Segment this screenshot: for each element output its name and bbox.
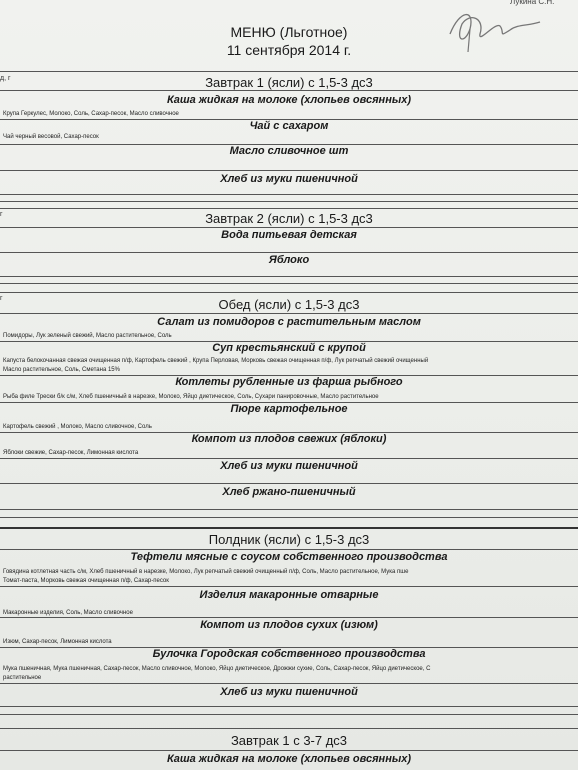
dish-ingredients: Капуста белокочанная свежая очищенная п/ф, Картофель свежий , Крупа Перловая, Морковь свежая очищенная п/ф, Лук репчатый свежий очищенный (3, 358, 429, 364)
dish-ingredients: Макаронные изделия, Соль, Масло сливочное (3, 610, 133, 616)
dish-ingredients: Масло растительное, Соль, Сметана 15% (3, 367, 120, 373)
dish-name: Булочка Городская собственного производства (152, 648, 426, 660)
dish-name: Компот из плодов сухих (изюм) (200, 619, 378, 631)
dish-name: Тефтели мясные с соусом собственного производства (130, 551, 448, 563)
dish-name: Изделия макаронные отварные (199, 589, 379, 601)
dish-name: Пюре картофельное (230, 403, 348, 415)
section-caption: Завтрак 1 (ясли) с 1,5-3 дс3 (205, 75, 373, 90)
dish-ingredients: Томат-паста, Морковь свежая очищенная п/ф, Сахар-песок (3, 578, 169, 584)
dish-name: Суп крестьянский с крупой (212, 342, 366, 354)
dish-name: Хлеб из муки пшеничной (220, 686, 358, 698)
dish-ingredients: Мука пшеничная, Мука пшеничная, Сахар-песок, Масло сливочное, Молоко, Яйцо диетическое, Дрожжи сухие, Соль, Сахар-песок, Яйцо диетическое, С (3, 666, 431, 672)
dish-name: Котлеты рубленные из фарша рыбного (175, 376, 403, 388)
dish-ingredients: Говядина котлетная часть с/м, Хлеб пшеничный в нарезке, Молоко, Лук репчатый свежий очищенный п/ф, Соль, Масло растительное, Мука пше (3, 569, 409, 575)
dish-ingredients: растительное (3, 675, 42, 681)
dish-ingredients: Крупа Геркулес, Молоко, Соль, Сахар-песок, Масло сливочное (3, 111, 179, 117)
dish-ingredients: Картофель свежий , Молоко, Масло сливочное, Соль (3, 424, 152, 430)
edge-label: г (0, 211, 3, 218)
dish-name: Чай с сахаром (249, 120, 329, 132)
dish-ingredients: Яблоки свежие, Сахар-песок, Лимонная кислота (3, 450, 139, 456)
dish-name: Хлеб ржано-пшеничный (222, 486, 356, 498)
edge-label: г (0, 295, 3, 302)
section-caption: Завтрак 1 с 3-7 дс3 (230, 733, 348, 748)
dish-ingredients: Рыба филе Трески б/к с/м, Хлеб пшеничный в нарезке, Молоко, Яйцо диетическое, Соль, Сухари панировочные, Масло растительное (3, 394, 379, 400)
section-caption: Завтрак 2 (ясли) с 1,5-3 дс3 (205, 211, 373, 226)
dish-ingredients: Изюм, Сахар-песок, Лимонная кислота (3, 639, 112, 645)
section-caption: Полдник (ясли) с 1,5-3 дс3 (208, 532, 370, 547)
dish-ingredients: Чай черный весовой, Сахар-песок (3, 134, 99, 140)
dish-name: Компот из плодов свежих (яблоки) (191, 433, 387, 445)
section-caption: Обед (ясли) с 1,5-3 дс3 (218, 297, 360, 312)
edge-label: д, г (0, 75, 11, 82)
dish-name: Хлеб из муки пшеничной (220, 173, 358, 185)
dish-name: Каша жидкая на молоке (хлопьев овсянных) (166, 753, 412, 765)
dish-name: Вода питьевая детская (221, 229, 357, 241)
dish-name: Яблоко (268, 254, 310, 266)
dish-ingredients: Помидоры, Лук зеленый свежий, Масло растительное, Соль (3, 333, 172, 339)
page-title: МЕНЮ (Льготное) (230, 24, 348, 40)
author-name: Лукина С.Н. (510, 0, 555, 6)
dish-name: Хлеб из муки пшеничной (220, 460, 358, 472)
menu-date: 11 сентября 2014 г. (226, 42, 352, 58)
dish-name: Каша жидкая на молоке (хлопьев овсянных) (166, 94, 412, 106)
dish-name: Масло сливочное шт (229, 145, 349, 157)
dish-name: Салат из помидоров с растительным маслом (157, 316, 421, 328)
